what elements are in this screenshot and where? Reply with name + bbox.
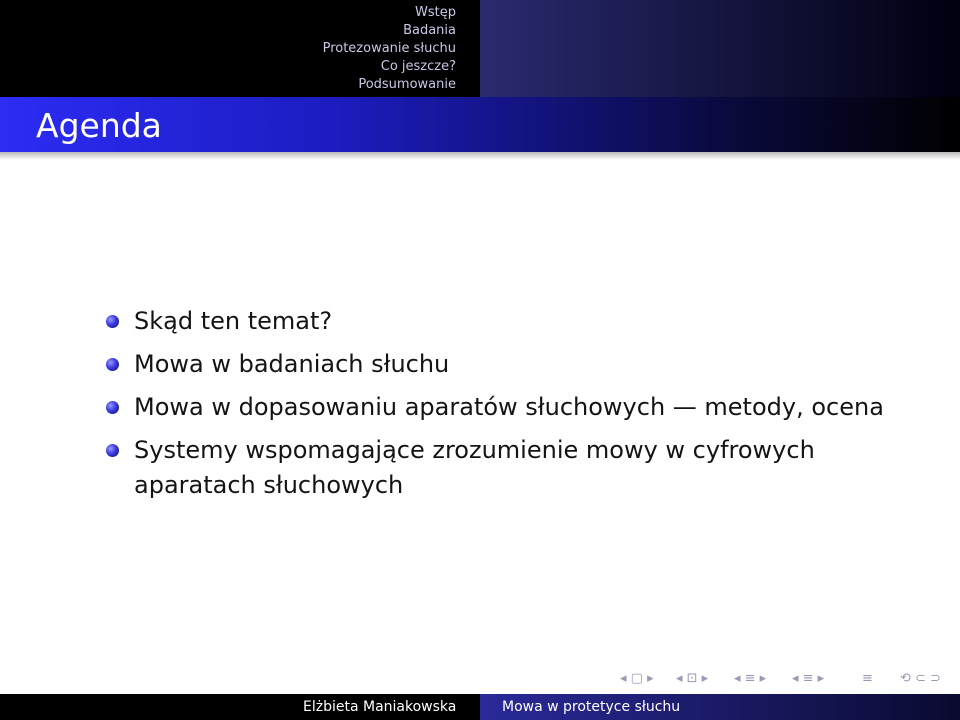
list-item (106, 304, 926, 339)
title-bar-shadow (0, 152, 960, 160)
top-navigation-bar-right (480, 0, 960, 97)
bullet-ball-icon (106, 315, 119, 328)
list-item-text: Systemy wspomagające zrozumienie mowy w cyfrowych aparatach słuchowych (134, 436, 815, 499)
bullet-ball-icon (106, 401, 119, 414)
frame-title: Agenda (36, 106, 162, 145)
list-item-text: Skąd ten temat? (134, 307, 333, 335)
section-navigation (300, 4, 456, 94)
list-item (106, 347, 926, 382)
subsection-navigation-icon[interactable]: ◂ ⊡ ▸ (676, 671, 709, 686)
search-back-forward-icon[interactable]: ⟲ ⊂ ⊃ (900, 671, 941, 686)
section-navigation-icon[interactable]: ◂ ≡ ▸ (734, 671, 767, 686)
list-item-text: Mowa w dopasowaniu aparatów słuchowych — metody, ocena (134, 393, 884, 421)
align-icon[interactable]: ≡ (862, 671, 873, 686)
nav-section-protezowanie[interactable]: Protezowanie słuchu (322, 41, 456, 56)
list-item (106, 390, 926, 425)
document-navigation-icon[interactable]: ◂ ≡ ▸ (792, 671, 825, 686)
bullet-ball-icon (106, 358, 119, 371)
footer-talk-title: Mowa w protetyce słuchu (502, 699, 681, 715)
nav-section-co-jeszcze[interactable]: Co jeszcze? (380, 59, 456, 74)
footer-author: Elżbieta Maniakowska (303, 699, 457, 715)
list-item-text: Mowa w badaniach słuchu (134, 350, 450, 378)
nav-section-wstep[interactable]: Wstęp (415, 5, 456, 20)
list-item (106, 433, 926, 503)
nav-section-podsumowanie[interactable]: Podsumowanie (358, 77, 456, 92)
agenda-list (106, 304, 926, 511)
frame-navigation-icon[interactable]: ◂ ▢ ▸ (620, 671, 654, 686)
bullet-ball-icon (106, 444, 119, 457)
nav-section-badania[interactable]: Badania (403, 23, 456, 38)
